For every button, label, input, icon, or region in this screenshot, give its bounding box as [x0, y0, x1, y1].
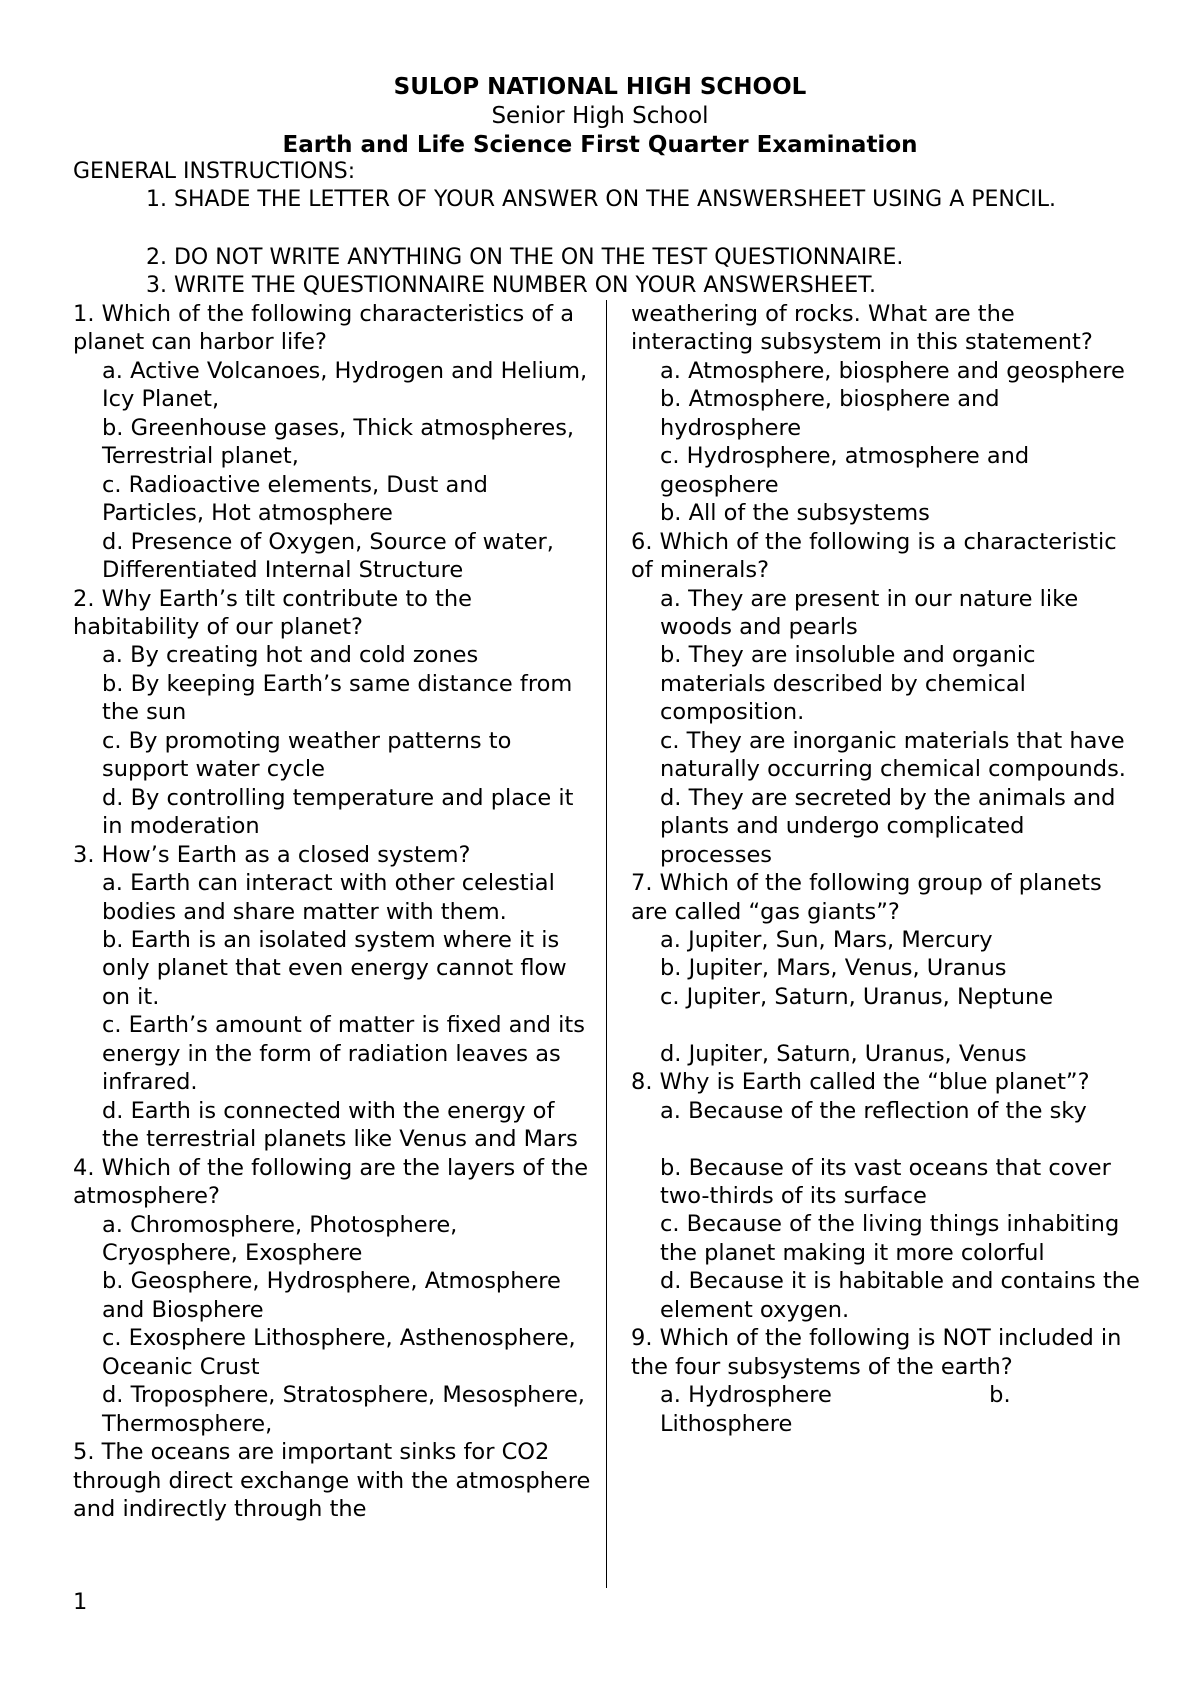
page-number: 1 — [73, 1589, 88, 1615]
question-text: 8. Why is Earth called the “blue planet”? — [631, 1069, 1090, 1096]
question-text: 3. How’s Earth as a closed system? — [73, 841, 471, 868]
answer-option: b. Geosphere, Hydrosphere, Atmosphere and Biosphere — [102, 1268, 561, 1323]
question-text: 4. Which of the following are the layers of the atmosphere? — [73, 1154, 589, 1210]
answer-option: c. Earth’s amount of matter is fixed and its energy in the form of radiation leaves as infrared. — [102, 1012, 585, 1096]
answer-option: a. Earth can interact with other celestial bodies and share matter with them. — [102, 870, 555, 925]
answer-option: a. Atmosphere, biosphere and geosphere — [660, 357, 1125, 384]
answer-option: c. Because of the living things inhabiting the planet making it more colorful — [660, 1211, 1120, 1266]
answer-option: a. Because of the reflection of the sky — [660, 1097, 1087, 1124]
instructions-title: GENERAL INSTRUCTIONS: — [73, 159, 356, 184]
instruction-item: 1. SHADE THE LETTER OF YOUR ANSWER ON THE ANSWERSHEET USING A PENCIL. — [146, 187, 1056, 212]
instruction-item: 2. DO NOT WRITE ANYTHING ON THE ON THE TEST QUESTIONNAIRE. — [146, 245, 904, 270]
answer-option: d. Troposphere, Stratosphere, Mesosphere, Thermosphere, — [102, 1382, 585, 1437]
answer-option: c. Hydrosphere, atmosphere and geosphere — [660, 443, 1030, 498]
school-track: Senior High School — [491, 103, 709, 129]
answer-option: a. Chromosphere, Photosphere, Cryosphere, Exosphere — [102, 1211, 458, 1266]
question-text: 2. Why Earth’s tilt contribute to the habitability of our planet? — [73, 585, 473, 640]
answer-option: b. They are insoluble and organic materials described by chemical composition. — [660, 642, 1036, 726]
answer-option: d. They are secreted by the animals and plants and undergo complicated processes — [660, 784, 1116, 868]
answer-option: c. They are inorganic materials that have naturally occurring chemical compounds. — [660, 727, 1126, 783]
school-name: SULOP NATIONAL HIGH SCHOOL — [393, 74, 807, 100]
answer-option: c. Jupiter, Saturn, Uranus, Neptune — [660, 983, 1054, 1010]
answer-option: c. Radioactive elements, Dust and Particles, Hot atmosphere — [102, 471, 488, 527]
answer-option: b. Greenhouse gases, Thick atmospheres, Terrestrial planet, — [102, 414, 575, 470]
answer-option: d. Earth is connected with the energy of the terrestrial planets like Venus and Mars — [102, 1097, 578, 1153]
answer-option: d. By controlling temperature and place it in moderation — [102, 784, 574, 840]
answer-option: b. All of the subsystems — [660, 500, 930, 527]
question-text: 6. Which of the following is a characteristic of minerals? — [631, 528, 1117, 584]
answer-option: c. By promoting weather patterns to support water cycle — [102, 727, 512, 783]
answer-option: b. Because of its vast oceans that cover two-thirds of its surface — [660, 1154, 1111, 1210]
answer-option: b. Jupiter, Mars, Venus, Uranus — [660, 955, 1007, 982]
blank-line — [631, 1011, 1141, 1039]
answer-option: d. Because it is habitable and contains the element oxygen. — [660, 1268, 1140, 1323]
left-column — [73, 300, 591, 1523]
answer-option: c. Exosphere Lithosphere, Asthenosphere, Oceanic Crust — [102, 1325, 576, 1380]
column-divider — [606, 300, 607, 1588]
question-text: 1. Which of the following characteristics of a planet can harbor life? — [73, 301, 575, 356]
answer-option: a. Hydrosphere b. Lithosphere — [660, 1382, 1018, 1437]
answer-option: b. Earth is an isolated system where it is only planet that even energy cannot flow on it. — [102, 926, 567, 1010]
answer-option: d. Jupiter, Saturn, Uranus, Venus — [660, 1040, 1027, 1067]
question-text: 7. Which of the following group of planets are called “gas giants”? — [631, 870, 1102, 925]
right-column — [631, 300, 1141, 1438]
answer-option: d. Presence of Oxygen, Source of water, Differentiated Internal Structure — [102, 528, 554, 584]
answer-option: a. They are present in our nature like woods and pearls — [660, 585, 1079, 640]
exam-title: Earth and Life Science First Quarter Examination — [282, 132, 918, 158]
question-text: 9. Which of the following is NOT included in the four subsystems of the earth? — [631, 1325, 1122, 1380]
question-text: weathering of rocks. What are the interacting subsystem in this statement? — [631, 301, 1093, 356]
answer-option: a. Active Volcanoes, Hydrogen and Helium, Icy Planet, — [102, 357, 588, 413]
instruction-item: 3. WRITE THE QUESTIONNAIRE NUMBER ON YOUR ANSWERSHEET. — [146, 273, 876, 298]
blank-line — [631, 1125, 1141, 1153]
answer-option: b. By keeping Earth’s same distance from the sun — [102, 670, 573, 726]
answer-option: a. By creating hot and cold zones — [102, 642, 479, 669]
question-text: 5. The oceans are important sinks for CO2 through direct exchange with the atmosphere and indirectly through the — [73, 1439, 591, 1523]
answer-option: a. Jupiter, Sun, Mars, Mercury — [660, 926, 993, 953]
answer-option: b. Atmosphere, biosphere and hydrosphere — [660, 386, 1000, 441]
